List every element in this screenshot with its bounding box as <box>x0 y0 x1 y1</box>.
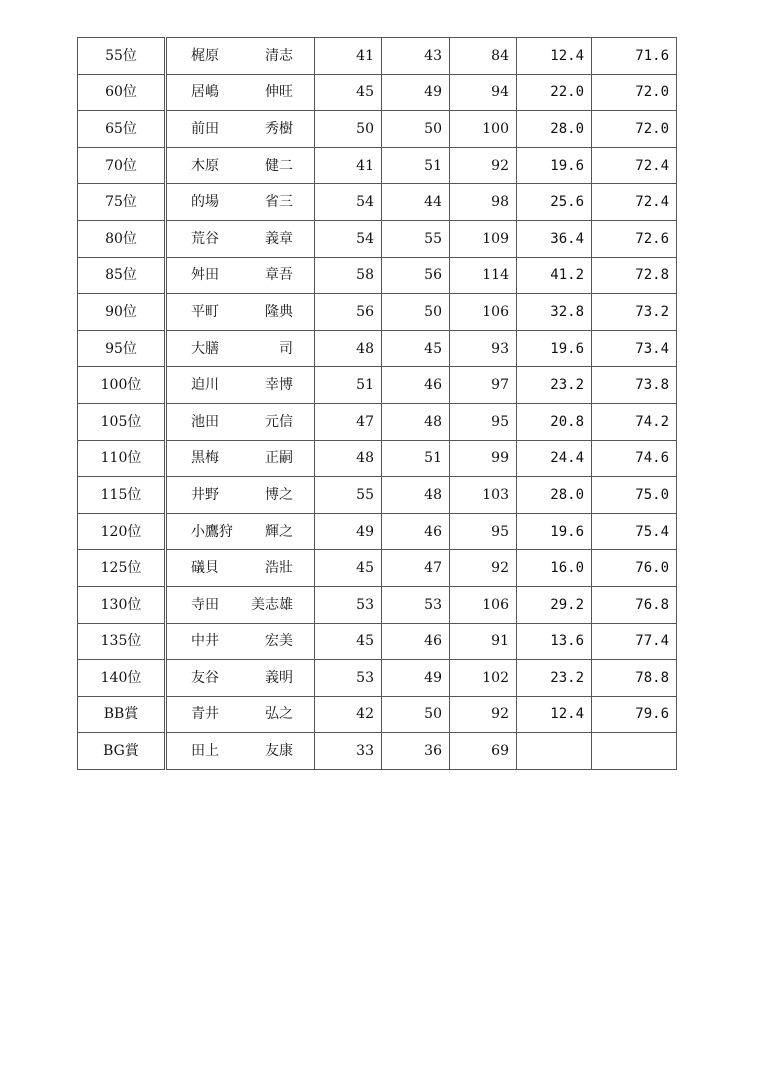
gross-score-cell: 69 <box>450 733 517 770</box>
handicap-cell: 32.8 <box>517 294 592 331</box>
table-row <box>78 330 677 367</box>
table-row <box>78 696 677 733</box>
player-given-name: 省三 <box>265 194 293 211</box>
out-score-cell: 42 <box>315 696 382 733</box>
out-score-cell: 45 <box>315 74 382 111</box>
in-score-cell: 48 <box>382 403 450 440</box>
gross-score-cell: 93 <box>450 330 517 367</box>
player-given-name: 正嗣 <box>265 450 293 467</box>
player-name-cell <box>166 38 315 75</box>
rank-cell: 70位 <box>78 147 166 184</box>
player-given-name: 宏美 <box>265 633 293 650</box>
net-score-cell: 72.8 <box>592 257 677 294</box>
rank-cell: 115位 <box>78 477 166 514</box>
out-score-cell: 53 <box>315 586 382 623</box>
player-surname: 井野 <box>191 486 219 503</box>
rank-cell: 55位 <box>78 38 166 75</box>
net-score-cell: 74.2 <box>592 403 677 440</box>
gross-score-cell: 100 <box>450 111 517 148</box>
rank-cell: 100位 <box>78 367 166 404</box>
out-score-cell: 41 <box>315 38 382 75</box>
table-row <box>78 550 677 587</box>
gross-score-cell: 91 <box>450 623 517 660</box>
in-score-cell: 46 <box>382 513 450 550</box>
player-surname: 舛田 <box>191 267 219 284</box>
net-score-cell: 76.0 <box>592 550 677 587</box>
gross-score-cell: 98 <box>450 184 517 221</box>
in-score-cell: 48 <box>382 477 450 514</box>
in-score-cell: 55 <box>382 220 450 257</box>
gross-score-cell: 103 <box>450 477 517 514</box>
handicap-cell: 41.2 <box>517 257 592 294</box>
player-surname: 居嶋 <box>191 84 219 101</box>
player-surname: 小鷹狩 <box>191 523 233 540</box>
gross-score-cell: 114 <box>450 257 517 294</box>
net-score-cell <box>592 733 677 770</box>
table-row <box>78 440 677 477</box>
player-name-cell <box>166 257 315 294</box>
player-given-name: 清志 <box>265 47 293 64</box>
player-name-cell <box>166 184 315 221</box>
rank-cell: 120位 <box>78 513 166 550</box>
player-name-cell <box>166 440 315 477</box>
player-given-name: 浩壯 <box>265 560 293 577</box>
handicap-cell: 20.8 <box>517 403 592 440</box>
net-score-cell: 73.2 <box>592 294 677 331</box>
out-score-cell: 33 <box>315 733 382 770</box>
gross-score-cell: 92 <box>450 550 517 587</box>
player-name-cell <box>166 623 315 660</box>
player-name-cell <box>166 660 315 697</box>
handicap-cell: 28.0 <box>517 477 592 514</box>
out-score-cell: 47 <box>315 403 382 440</box>
player-surname: 前田 <box>191 120 219 137</box>
player-name-cell <box>166 147 315 184</box>
out-score-cell: 45 <box>315 623 382 660</box>
in-score-cell: 49 <box>382 660 450 697</box>
out-score-cell: 41 <box>315 147 382 184</box>
net-score-cell: 72.6 <box>592 220 677 257</box>
in-score-cell: 49 <box>382 74 450 111</box>
player-surname: 大膳 <box>191 340 219 357</box>
in-score-cell: 44 <box>382 184 450 221</box>
player-surname: 木原 <box>191 157 219 174</box>
table-row <box>78 257 677 294</box>
in-score-cell: 43 <box>382 38 450 75</box>
handicap-cell: 24.4 <box>517 440 592 477</box>
player-surname: 的場 <box>191 194 219 211</box>
handicap-cell: 12.4 <box>517 38 592 75</box>
rank-cell: 65位 <box>78 111 166 148</box>
in-score-cell: 46 <box>382 367 450 404</box>
player-given-name: 義明 <box>265 669 293 686</box>
out-score-cell: 45 <box>315 550 382 587</box>
out-score-cell: 49 <box>315 513 382 550</box>
net-score-cell: 72.0 <box>592 74 677 111</box>
table-row <box>78 147 677 184</box>
net-score-cell: 72.4 <box>592 147 677 184</box>
player-given-name: 章吾 <box>265 267 293 284</box>
player-name-cell <box>166 111 315 148</box>
gross-score-cell: 92 <box>450 696 517 733</box>
player-given-name: 伸旺 <box>265 84 293 101</box>
handicap-cell: 13.6 <box>517 623 592 660</box>
gross-score-cell: 84 <box>450 38 517 75</box>
net-score-cell: 77.4 <box>592 623 677 660</box>
handicap-cell: 22.0 <box>517 74 592 111</box>
out-score-cell: 58 <box>315 257 382 294</box>
gross-score-cell: 94 <box>450 74 517 111</box>
net-score-cell: 78.8 <box>592 660 677 697</box>
net-score-cell: 72.4 <box>592 184 677 221</box>
results-table <box>77 37 677 770</box>
gross-score-cell: 102 <box>450 660 517 697</box>
net-score-cell: 73.4 <box>592 330 677 367</box>
table-row <box>78 477 677 514</box>
in-score-cell: 50 <box>382 111 450 148</box>
handicap-cell: 25.6 <box>517 184 592 221</box>
out-score-cell: 53 <box>315 660 382 697</box>
player-name-cell <box>166 696 315 733</box>
in-score-cell: 46 <box>382 623 450 660</box>
out-score-cell: 56 <box>315 294 382 331</box>
table-body <box>78 38 677 770</box>
out-score-cell: 54 <box>315 220 382 257</box>
player-given-name: 弘之 <box>265 706 293 723</box>
net-score-cell: 72.0 <box>592 111 677 148</box>
rank-cell: 135位 <box>78 623 166 660</box>
player-given-name: 司 <box>279 340 293 357</box>
player-name-cell <box>166 513 315 550</box>
handicap-cell: 23.2 <box>517 660 592 697</box>
net-score-cell: 79.6 <box>592 696 677 733</box>
in-score-cell: 50 <box>382 696 450 733</box>
player-surname: 青井 <box>191 706 219 723</box>
player-surname: 田上 <box>191 743 219 760</box>
player-given-name: 友康 <box>265 743 293 760</box>
player-surname: 池田 <box>191 413 219 430</box>
in-score-cell: 47 <box>382 550 450 587</box>
rank-cell: BG賞 <box>78 733 166 770</box>
player-name-cell <box>166 477 315 514</box>
rank-cell: 60位 <box>78 74 166 111</box>
player-surname: 黒梅 <box>191 450 219 467</box>
gross-score-cell: 97 <box>450 367 517 404</box>
in-score-cell: 51 <box>382 147 450 184</box>
player-surname: 寺田 <box>191 596 219 613</box>
player-given-name: 隆典 <box>265 303 293 320</box>
in-score-cell: 51 <box>382 440 450 477</box>
table-row <box>78 367 677 404</box>
player-given-name: 美志雄 <box>251 596 293 613</box>
player-name-cell <box>166 550 315 587</box>
rank-cell: BB賞 <box>78 696 166 733</box>
in-score-cell: 56 <box>382 257 450 294</box>
handicap-cell: 16.0 <box>517 550 592 587</box>
rank-cell: 125位 <box>78 550 166 587</box>
gross-score-cell: 109 <box>450 220 517 257</box>
player-name-cell <box>166 586 315 623</box>
player-surname: 友谷 <box>191 669 219 686</box>
player-surname: 迫川 <box>191 377 219 394</box>
player-given-name: 元信 <box>265 413 293 430</box>
player-name-cell <box>166 403 315 440</box>
net-score-cell: 75.0 <box>592 477 677 514</box>
player-given-name: 健二 <box>265 157 293 174</box>
player-given-name: 義章 <box>265 230 293 247</box>
handicap-cell: 23.2 <box>517 367 592 404</box>
handicap-cell: 19.6 <box>517 147 592 184</box>
player-name-cell <box>166 294 315 331</box>
table-row <box>78 294 677 331</box>
table-row <box>78 733 677 770</box>
player-name-cell <box>166 367 315 404</box>
handicap-cell: 29.2 <box>517 586 592 623</box>
table-row <box>78 74 677 111</box>
table-row <box>78 403 677 440</box>
gross-score-cell: 106 <box>450 294 517 331</box>
rank-cell: 85位 <box>78 257 166 294</box>
out-score-cell: 55 <box>315 477 382 514</box>
rank-cell: 105位 <box>78 403 166 440</box>
net-score-cell: 76.8 <box>592 586 677 623</box>
table-row <box>78 586 677 623</box>
gross-score-cell: 95 <box>450 403 517 440</box>
gross-score-cell: 99 <box>450 440 517 477</box>
player-given-name: 博之 <box>265 486 293 503</box>
player-name-cell <box>166 220 315 257</box>
in-score-cell: 50 <box>382 294 450 331</box>
table-row <box>78 623 677 660</box>
rank-cell: 95位 <box>78 330 166 367</box>
net-score-cell: 73.8 <box>592 367 677 404</box>
rank-cell: 140位 <box>78 660 166 697</box>
handicap-cell: 19.6 <box>517 330 592 367</box>
player-surname: 礒貝 <box>191 560 219 577</box>
out-score-cell: 54 <box>315 184 382 221</box>
table-row <box>78 220 677 257</box>
out-score-cell: 48 <box>315 330 382 367</box>
in-score-cell: 45 <box>382 330 450 367</box>
out-score-cell: 48 <box>315 440 382 477</box>
rank-cell: 90位 <box>78 294 166 331</box>
net-score-cell: 74.6 <box>592 440 677 477</box>
table-row <box>78 513 677 550</box>
player-given-name: 秀樹 <box>265 120 293 137</box>
rank-cell: 110位 <box>78 440 166 477</box>
rank-cell: 80位 <box>78 220 166 257</box>
rank-cell: 130位 <box>78 586 166 623</box>
handicap-cell: 28.0 <box>517 111 592 148</box>
table-row <box>78 38 677 75</box>
table-row <box>78 660 677 697</box>
player-name-cell <box>166 330 315 367</box>
gross-score-cell: 106 <box>450 586 517 623</box>
player-given-name: 輝之 <box>265 523 293 540</box>
player-name-cell <box>166 733 315 770</box>
rank-cell: 75位 <box>78 184 166 221</box>
player-surname: 荒谷 <box>191 230 219 247</box>
in-score-cell: 36 <box>382 733 450 770</box>
handicap-cell: 12.4 <box>517 696 592 733</box>
net-score-cell: 75.4 <box>592 513 677 550</box>
net-score-cell: 71.6 <box>592 38 677 75</box>
out-score-cell: 50 <box>315 111 382 148</box>
player-name-cell <box>166 74 315 111</box>
handicap-cell: 19.6 <box>517 513 592 550</box>
table-row <box>78 184 677 221</box>
player-surname: 平町 <box>191 303 219 320</box>
gross-score-cell: 95 <box>450 513 517 550</box>
handicap-cell <box>517 733 592 770</box>
out-score-cell: 51 <box>315 367 382 404</box>
player-given-name: 幸博 <box>265 377 293 394</box>
in-score-cell: 53 <box>382 586 450 623</box>
table-row <box>78 111 677 148</box>
gross-score-cell: 92 <box>450 147 517 184</box>
player-surname: 中井 <box>191 633 219 650</box>
handicap-cell: 36.4 <box>517 220 592 257</box>
player-surname: 梶原 <box>191 47 219 64</box>
